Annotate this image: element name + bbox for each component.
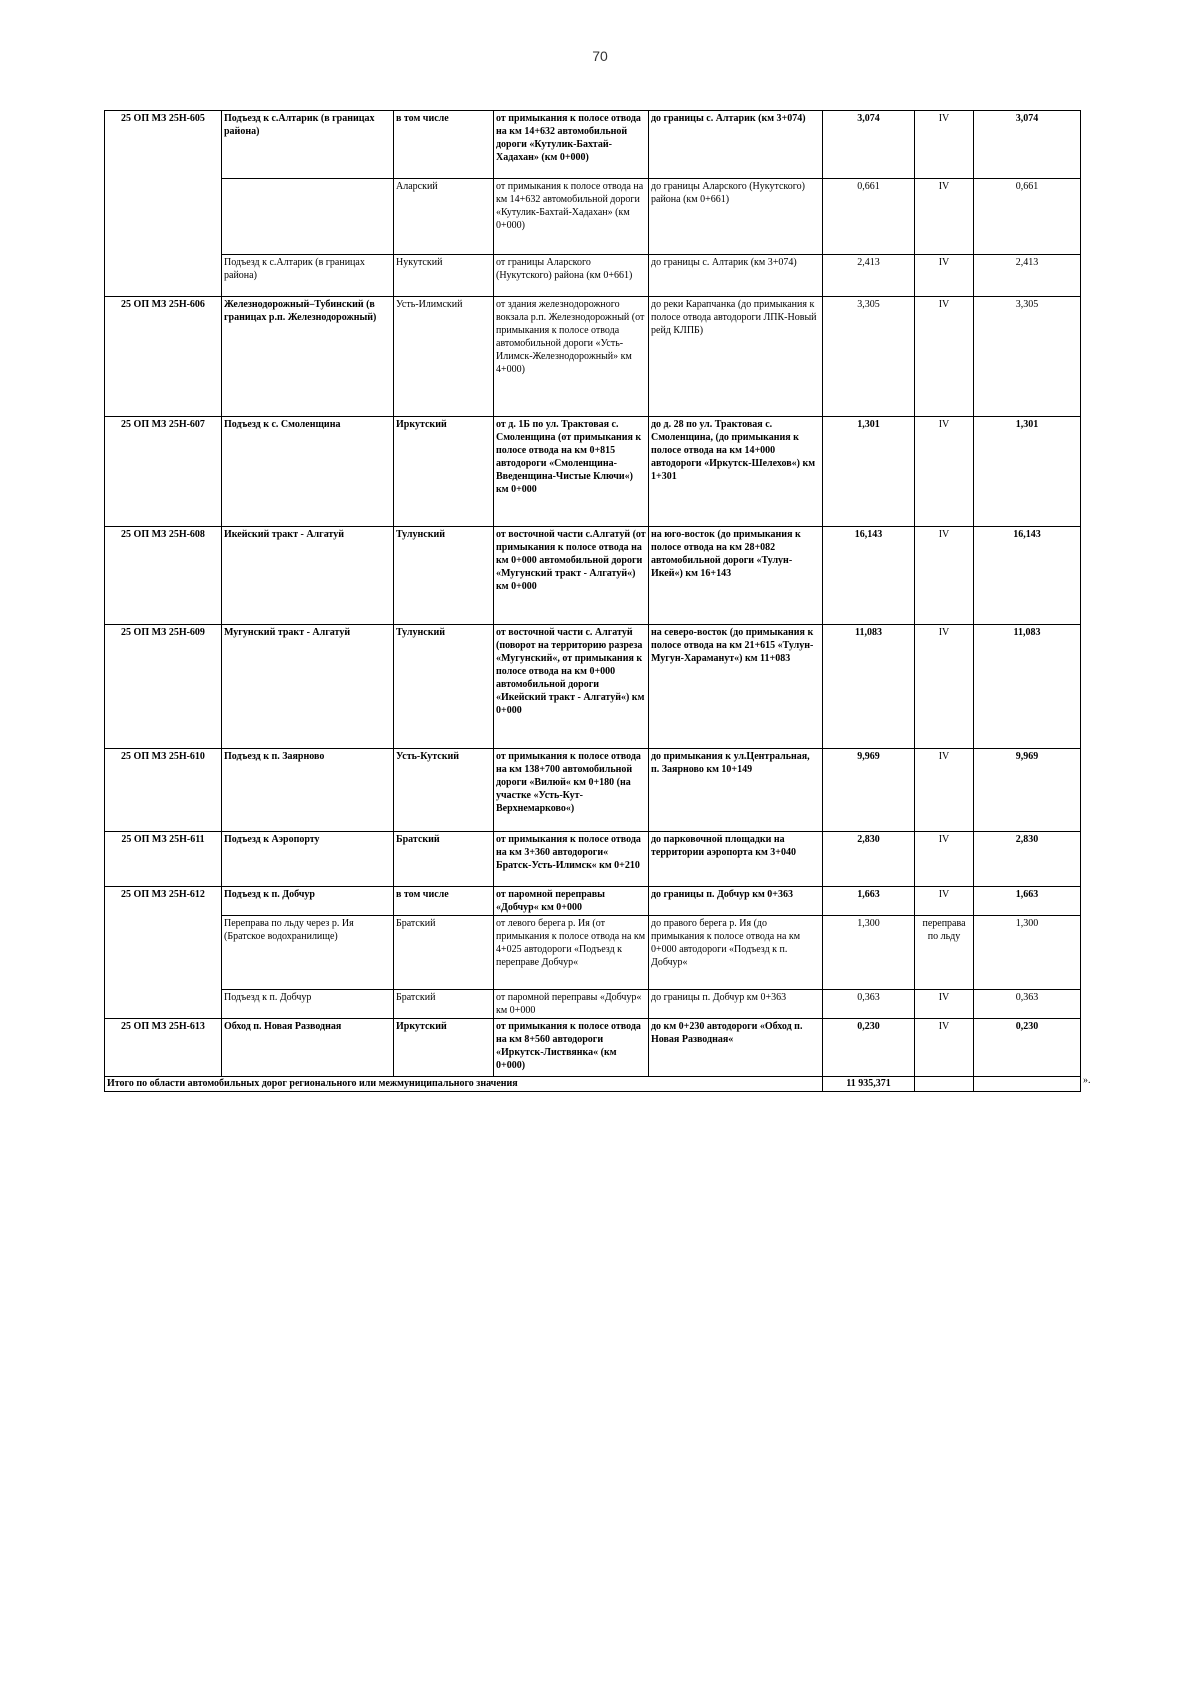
road-name: Обход п. Новая Разводная (222, 1019, 394, 1077)
road-to: на юго-восток (до примыкания к полосе отвода на км 28+082 автомобильной дороги «Тулун-Икей«) км 16+143 (649, 527, 823, 625)
road-district: Тулунский (394, 625, 494, 749)
road-to: до д. 28 по ул. Трактовая с. Смоленщина, (до примыкания к полосе отвода на км 14+000 автодороги «Иркутск-Шелехов«) км 1+301 (649, 417, 823, 527)
road-from: от паромной переправы «Добчур« км 0+000 (494, 887, 649, 916)
table-row (105, 179, 1081, 255)
table-row (105, 990, 1081, 1019)
road-name: Подъезд к п. Заярново (222, 749, 394, 832)
road-to: до границы Аларского (Нукутского) района (км 0+661) (649, 179, 823, 255)
table-row (105, 1019, 1081, 1077)
road-category: IV (915, 1019, 974, 1077)
road-from: от примыкания к полосе отвода на км 14+632 автомобильной дороги «Кутулик-Бахтай-Хадахан» (км 0+000) (494, 179, 649, 255)
road-category: IV (915, 749, 974, 832)
road-category: IV (915, 297, 974, 417)
table-row (105, 417, 1081, 527)
road-length: 0,363 (823, 990, 915, 1019)
road-from: от примыкания к полосе отвода на км 8+560 автодороги «Иркутск-Листвянка« (км 0+000) (494, 1019, 649, 1077)
road-category: IV (915, 111, 974, 179)
road-from: от примыкания к полосе отвода на км 3+360 автодороги« Братск-Усть-Илимск« км 0+210 (494, 832, 649, 887)
road-code: 25 ОП МЗ 25Н-610 (105, 749, 222, 832)
road-to: до реки Карапчанка (до примыкания к полосе отвода автодороги ЛПК-Новый рейд КЛПБ) (649, 297, 823, 417)
road-name: Подъезд к п. Добчур (222, 887, 394, 916)
road-district: в том числе (394, 887, 494, 916)
road-category: IV (915, 990, 974, 1019)
road-length-total: 3,305 (974, 297, 1081, 417)
road-district: Братский (394, 916, 494, 990)
road-to: до границы с. Алтарик (км 3+074) (649, 255, 823, 297)
road-from: от левого берега р. Ия (от примыкания к полосе отвода на км 4+025 автодороги «Подъезд к переправе Добчур« (494, 916, 649, 990)
road-from: от восточной части с.Алгатуй (от примыкания к полосе отвода на км 0+000 автомобильной дороги «Мугунский тракт - Алгатуй«) км 0+000 (494, 527, 649, 625)
road-district: Братский (394, 990, 494, 1019)
road-district: Усть-Кутский (394, 749, 494, 832)
road-category: IV (915, 417, 974, 527)
road-length-total: 1,300 (974, 916, 1081, 990)
road-length: 2,830 (823, 832, 915, 887)
road-length: 11,083 (823, 625, 915, 749)
total-empty-cell (974, 1077, 1081, 1092)
road-length: 1,300 (823, 916, 915, 990)
table-row (105, 297, 1081, 417)
road-code: 25 ОП МЗ 25Н-613 (105, 1019, 222, 1077)
road-length: 3,074 (823, 111, 915, 179)
road-length: 9,969 (823, 749, 915, 832)
road-length: 0,661 (823, 179, 915, 255)
road-length: 3,305 (823, 297, 915, 417)
road-code: 25 ОП МЗ 25Н-611 (105, 832, 222, 887)
road-category: IV (915, 527, 974, 625)
road-length: 1,663 (823, 887, 915, 916)
total-empty-cell (915, 1077, 974, 1092)
road-category: IV (915, 179, 974, 255)
road-name: Подъезд к п. Добчур (222, 990, 394, 1019)
total-value: 11 935,371 (823, 1077, 915, 1092)
road-category: IV (915, 255, 974, 297)
road-length-total: 2,830 (974, 832, 1081, 887)
table-row (105, 111, 1081, 179)
road-code: 25 ОП МЗ 25Н-607 (105, 417, 222, 527)
road-name (222, 179, 394, 255)
road-length-total: 1,663 (974, 887, 1081, 916)
road-code: 25 ОП МЗ 25Н-612 (105, 887, 222, 1019)
road-length-total: 9,969 (974, 749, 1081, 832)
road-name: Мугунский тракт - Алгатуй (222, 625, 394, 749)
road-from: от примыкания к полосе отвода на км 14+632 автомобильной дороги «Кутулик-Бахтай-Хадахан» (км 0+000) (494, 111, 649, 179)
road-category: переправа по льду (915, 916, 974, 990)
road-district: Нукутский (394, 255, 494, 297)
road-length-total: 11,083 (974, 625, 1081, 749)
table-row (105, 887, 1081, 916)
road-to: до границы с. Алтарик (км 3+074) (649, 111, 823, 179)
road-name: Икейский тракт - Алгатуй (222, 527, 394, 625)
road-name: Подъезд к Аэропорту (222, 832, 394, 887)
table-row (105, 527, 1081, 625)
table-row (105, 749, 1081, 832)
road-name: Переправа по льду через р. Ия (Братское водохранилище) (222, 916, 394, 990)
table-row (105, 255, 1081, 297)
road-code: 25 ОП МЗ 25Н-605 (105, 111, 222, 297)
road-district: Усть-Илимский (394, 297, 494, 417)
road-name: Подъезд к с.Алтарик (в границах района) (222, 111, 394, 179)
road-to: до правого берега р. Ия (до примыкания к полосе отвода на км 0+000 автодороги «Подъезд к п. Добчур« (649, 916, 823, 990)
road-name: Подъезд к с. Смоленщина (222, 417, 394, 527)
road-district: Братский (394, 832, 494, 887)
road-length-total: 2,413 (974, 255, 1081, 297)
road-district: в том числе (394, 111, 494, 179)
road-code: 25 ОП МЗ 25Н-606 (105, 297, 222, 417)
road-code: 25 ОП МЗ 25Н-609 (105, 625, 222, 749)
page-number: 70 (592, 48, 608, 64)
road-district: Аларский (394, 179, 494, 255)
road-length-total: 3,074 (974, 111, 1081, 179)
road-name: Подъезд к с.Алтарик (в границах района) (222, 255, 394, 297)
road-to: на северо-восток (до примыкания к полосе отвода на км 21+615 «Тулун-Мугун-Хараманут«) км 11+083 (649, 625, 823, 749)
road-length: 16,143 (823, 527, 915, 625)
road-category: IV (915, 887, 974, 916)
table-row (105, 625, 1081, 749)
road-length-total: 0,661 (974, 179, 1081, 255)
table-row (105, 916, 1081, 990)
road-from: от границы Аларского (Нукутского) района (км 0+661) (494, 255, 649, 297)
road-length: 1,301 (823, 417, 915, 527)
road-length-total: 0,363 (974, 990, 1081, 1019)
closing-quote: ». (1083, 1075, 1091, 1086)
road-category: IV (915, 832, 974, 887)
road-length: 0,230 (823, 1019, 915, 1077)
road-code: 25 ОП МЗ 25Н-608 (105, 527, 222, 625)
roads-table (104, 110, 1081, 1092)
road-to: до км 0+230 автодороги «Обход п. Новая Разводная« (649, 1019, 823, 1077)
road-from: от паромной переправы «Добчур« км 0+000 (494, 990, 649, 1019)
total-row (105, 1077, 1081, 1092)
road-from: от здания железнодорожного вокзала р.п. Железнодорожный (от примыкания к полосе отвода автомобильной дороги «Усть-Илимск-Железнодорожный» км 4+000) (494, 297, 649, 417)
road-length: 2,413 (823, 255, 915, 297)
total-label: Итого по области автомобильных дорог регионального или межмуниципального значения (105, 1077, 823, 1092)
road-district: Тулунский (394, 527, 494, 625)
road-to: до границы п. Добчур км 0+363 (649, 990, 823, 1019)
road-length-total: 1,301 (974, 417, 1081, 527)
road-from: от восточной части с. Алгатуй (поворот на территорию разреза «Мугунский«, от примыкания к полосе отвода на км 0+000 автомобильной дороги «Икейский тракт - Алгатуй«) км 0+000 (494, 625, 649, 749)
road-district: Иркутский (394, 1019, 494, 1077)
road-category: IV (915, 625, 974, 749)
road-length-total: 0,230 (974, 1019, 1081, 1077)
road-district: Иркутский (394, 417, 494, 527)
road-length-total: 16,143 (974, 527, 1081, 625)
road-to: до границы п. Добчур км 0+363 (649, 887, 823, 916)
road-to: до парковочной площадки на территории аэропорта км 3+040 (649, 832, 823, 887)
road-from: от примыкания к полосе отвода на км 138+700 автомобильной дороги «Вилюй« км 0+180 (на участке «Усть-Кут-Верхнемарково«) (494, 749, 649, 832)
road-name: Железнодорожный–Тубинский (в границах р.п. Железнодорожный) (222, 297, 394, 417)
table-row (105, 832, 1081, 887)
road-to: до примыкания к ул.Центральная, п. Заярново км 10+149 (649, 749, 823, 832)
road-from: от д. 1Б по ул. Трактовая с. Смоленщина (от примыкания к полосе отвода на км 0+815 автодороги «Смоленщина-Введенщина-Чистые Ключи«) км 0+000 (494, 417, 649, 527)
